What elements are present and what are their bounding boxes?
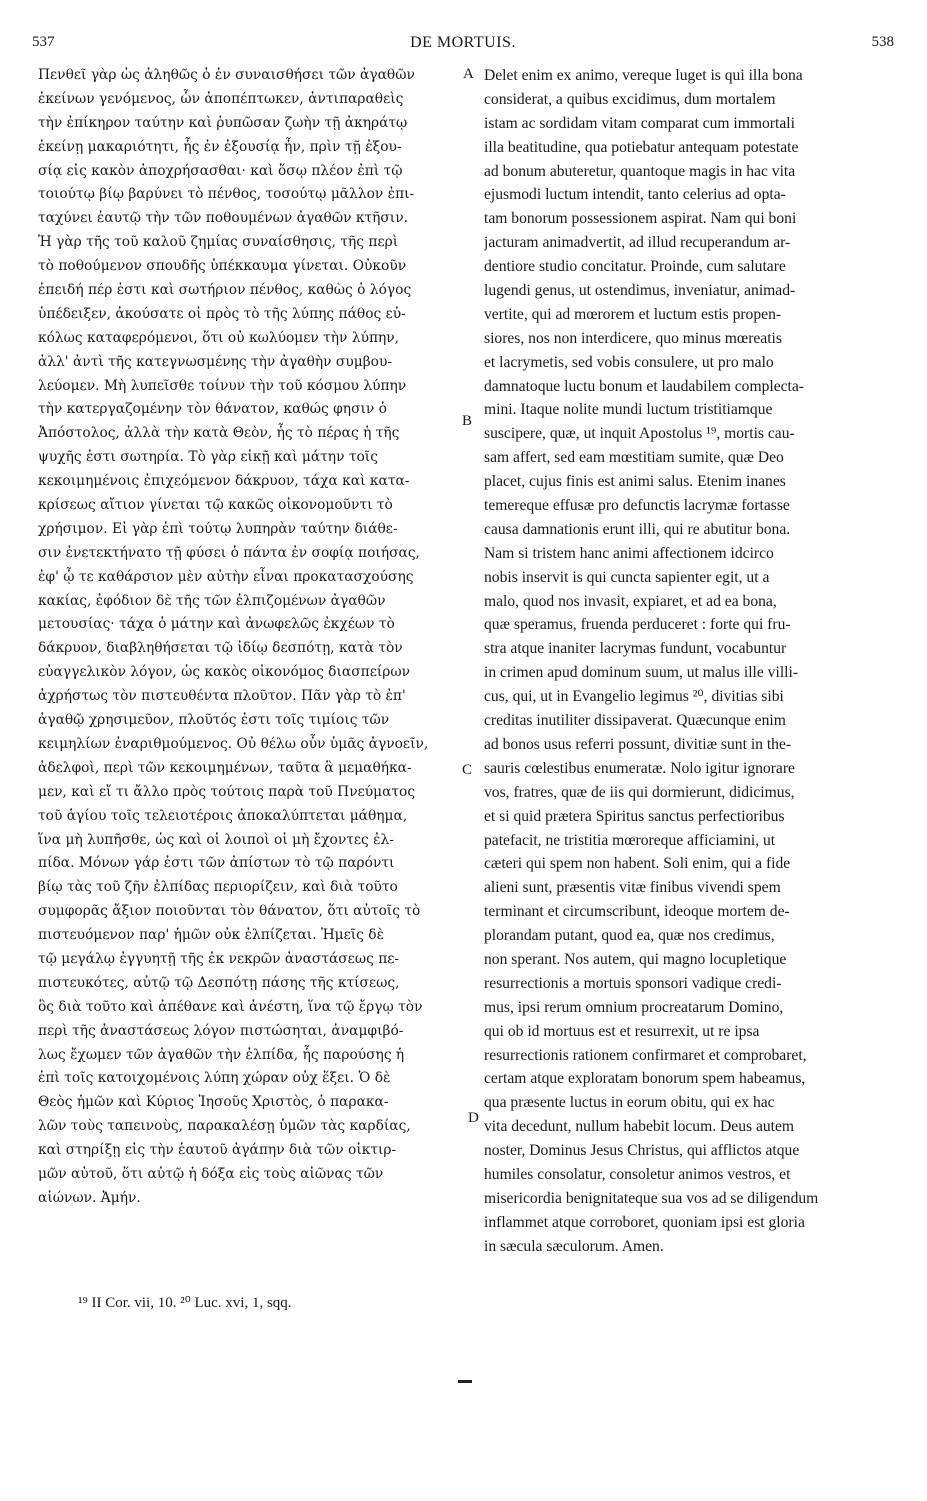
latin-text-line: suscipere, quæ, ut inquit Apostolus ¹⁹, mortis cau-	[484, 425, 795, 443]
greek-text-line: ἀχρήστως τὸν πιστευθέντα πλοῦτον. Πᾶν γὰρ τὸ ἐπ'	[38, 688, 406, 705]
latin-text-line: lugendi genus, ut ostendimus, inveniatur, animad-	[484, 282, 796, 300]
greek-text-line: αἰώνων. Ἀμήν.	[38, 1189, 141, 1206]
latin-text-line: quæ speramus, fruenda perduceret : forte qui fru-	[484, 616, 791, 634]
greek-text-line: ὃς διὰ τοῦτο καὶ ἀπέθανε καὶ ἀνέστη, ἵνα τῷ ἔργῳ τὸν	[38, 998, 423, 1015]
latin-text-line: terminant et circumscribunt, ideoque mortem de-	[484, 903, 790, 921]
page-header	[32, 34, 894, 58]
latin-text-line: mus, ipsi rerum omnium procreatarum Domino,	[484, 998, 784, 1016]
latin-text-line: causa damnationis erunt illi, qui re abutitur bona.	[484, 520, 791, 538]
greek-text-line: σιν ἐνετεκτήνατο τῇ φύσει ὁ πάντα ἐν σοφίᾳ ποιήσας,	[38, 544, 420, 561]
latin-text-line: damnatoque luctu bonum et laudabilem complecta-	[484, 377, 804, 395]
greek-text-line: τὴν κατεργαζομένην τὸν θάνατον, καθώς φησιν ὁ	[38, 401, 387, 418]
greek-text-line: πιστευόμενον παρ' ἡμῶν οὐκ ἐλπίζεται. Ἡμεῖς δὲ	[38, 927, 385, 944]
latin-text-line: stra atque inaniter lacrymas fundunt, vocabuntur	[484, 640, 787, 658]
latin-text-line: qua præsente luctus in eorum obitu, qui ex hac	[484, 1094, 775, 1112]
greek-text-line: μῶν αὐτοῦ, ὅτι αὐτῷ ἡ δόξα εἰς τοὺς αἰῶνας τῶν	[38, 1165, 384, 1182]
latin-text-line: temereque effusæ pro defunctis lacrymæ fortasse	[484, 497, 790, 515]
latin-column	[484, 64, 904, 1259]
section-marker-c: C	[462, 762, 473, 778]
latin-text-line: in sæcula sæculorum. Amen.	[484, 1237, 664, 1255]
greek-text-line: ὑπέδειξεν, ἀκούσατε οἱ πρὸς τὸ τῆς λύπης πάθος εὐ-	[38, 305, 406, 322]
section-marker-d: D	[468, 1110, 479, 1126]
page-number-left: 537	[32, 34, 55, 50]
latin-text-line: in crimen apud dominum suum, ut malus ille villi-	[484, 664, 799, 682]
latin-text-line: qui ob id mortuus est et resurrexit, ut re ipsa	[484, 1022, 760, 1040]
greek-text-line: ἀγαθῷ χρησιμεῦον, πλοῦτός ἐστι τοῖς τιμίοις τῶν	[38, 712, 390, 729]
latin-text-line: placet, cujus finis est animi salus. Etenim inanes	[484, 473, 786, 491]
latin-text-line: cæteri qui spem non habent. Soli enim, qui a fide	[484, 855, 791, 873]
latin-text-line: ad bonos usus referri possunt, divitiæ sunt in the-	[484, 735, 792, 753]
greek-text-line: μεν, καὶ εἴ τι ἄλλο πρὸς τούτοις παρὰ τοῦ Πνεύματος	[38, 783, 416, 800]
greek-text-line: εὐαγγελικὸν λόγον, ὡς κακὸς οἰκονόμος διασπείρων	[38, 664, 411, 681]
latin-text-line: non sperant. Nos autem, qui magno locupletique	[484, 950, 787, 968]
latin-text-line: tam bonorum possessionem aspirat. Nam qui boni	[484, 210, 797, 228]
greek-text-line: ἀλλ' ἀντὶ τῆς κατεγνωσμένης τὴν ἀγαθὴν συμβου-	[38, 353, 393, 370]
greek-text-line: Πενθεῖ γὰρ ὡς ἀληθῶς ὁ ἐν συναισθήσει τῶν ἀγαθῶν	[38, 67, 415, 83]
latin-text-line: Delet enim ex animo, vereque luget is qui illa bona	[484, 67, 803, 84]
greek-text-line: κρίσεως αἴτιον γίνεται τῷ κακῶς οἰκονομοῦντι τὸ	[38, 497, 393, 514]
greek-text-line: λως ἔχωμεν τῶν ἀγαθῶν τὴν ἐλπίδα, ἧς παρούσης ἡ	[38, 1046, 405, 1063]
latin-text-line: jacturam animadvertit, ad illud recuperandum ar-	[484, 234, 791, 252]
latin-text-line: illa beatitudine, qua potiebatur antequam potestate	[484, 138, 799, 156]
footnotes: ¹⁹ II Cor. vii, 10. ²⁰ Luc. xvi, 1, sqq.	[78, 1295, 292, 1311]
latin-text-line: vita decedunt, nullum habebit locum. Deus autem	[484, 1118, 795, 1136]
latin-text-line: patefacit, ne tristitia mœroreque afficiamini, ut	[484, 831, 776, 849]
latin-text-line: vos, fratres, quæ de iis qui dormierunt, didicimus,	[484, 783, 795, 801]
latin-text-line: nobis inservit is qui cuncta sapienter egit, ut a	[484, 568, 770, 586]
latin-text-line: sauris cœlestibus enumeratæ. Nolo igitur ignorare	[484, 759, 795, 777]
greek-text-line: μετουσίας· τάχα ὁ μάτην καὶ ἀνωφελῶς ἐκχέων τὸ	[38, 616, 395, 633]
greek-text-line: ἐκείνων γενόμενος, ὧν ἀποπέπτωκεν, ἀντιπαραθεὶς	[38, 90, 404, 107]
latin-text-line: creditas inutiliter dissipaverat. Quæcunque enim	[484, 712, 786, 730]
greek-text-line: ἀδελφοὶ, περὶ τῶν κεκοιμημένων, ταῦτα ἃ μεμαθήκα-	[38, 759, 412, 776]
greek-text-line: περὶ τῆς ἀναστάσεως λόγον πιστώσηται, ἀναμφιβό-	[38, 1022, 404, 1039]
latin-text-line: vertite, qui ad mœrorem et luctum estis propen-	[484, 305, 782, 323]
section-marker-b: B	[462, 413, 473, 429]
greek-text-line: ἐπειδή πέρ ἐστι καὶ σωτήριον πένθος, καθὼς ὁ λόγος	[38, 282, 412, 299]
latin-text-line: noster, Dominus Jesus Christus, qui afflictos atque	[484, 1142, 800, 1160]
latin-text-line: humiles consolatur, consoletur animos vestros, et	[484, 1165, 791, 1183]
latin-text-line: certam atque exploratam bonorum spem habeamus,	[484, 1070, 806, 1088]
latin-text-line: ejusmodi luctum intendit, tanto celerius ad opta-	[484, 186, 786, 204]
greek-text-line: τοιούτῳ βίῳ βαρύνει τὸ πένθος, τοσούτῳ μᾶλλον ἐπι-	[38, 186, 415, 203]
latin-text-line: et lacrymetis, sed vobis consulere, ut pro malo	[484, 353, 774, 371]
greek-text-line: κακίας, ἐφόδιον δὲ τῆς τῶν ἐλπιζομένων ἀγαθῶν	[38, 592, 386, 609]
page-number-right: 538	[871, 34, 894, 50]
greek-text-line: ἐκείνῃ μακαριότητι, ἧς ἐν ἐξουσίᾳ ἦν, πρὶν τῇ ἐξου-	[38, 138, 402, 155]
latin-text-line: siores, nos non interdicere, quo minus mœreatis	[484, 329, 782, 347]
greek-text-line: λῶν τοὺς ταπεινοὺς, παρακαλέσῃ ὑμῶν τὰς καρδίας,	[38, 1118, 411, 1135]
greek-text-line: καὶ στηρίξῃ εἰς τὴν ἑαυτοῦ ἀγάπην διὰ τῶν οἰκτιρ-	[38, 1142, 397, 1159]
greek-text-line: τὸ ποθούμενον σπουδῆς ὑπέκκαυμα γίνεται. Οὐκοῦν	[38, 258, 407, 275]
running-title: DE MORTUIS.	[410, 34, 516, 51]
latin-text-line: resurrectionis rationem confirmaret et comprobaret,	[484, 1046, 807, 1064]
greek-text-line: τὴν ἐπίκηρον ταύτην καὶ ῥυπῶσαν ζωὴν τῇ ἀκηράτῳ	[38, 114, 408, 131]
greek-text-line: σίᾳ εἰς κακὸν ἀποχρήσασθαι· καὶ ὅσῳ πλέον ἐπὶ τῷ	[38, 162, 403, 179]
greek-text-line: ταχύνει ἑαυτῷ τὴν τῶν ποθουμένων ἀγαθῶν κτῆσιν.	[38, 210, 408, 227]
greek-text-line: Ἀπόστολος, ἀλλὰ τὴν κατὰ Θεὸν, ἧς τὸ πέρας ἡ τῆς	[38, 425, 400, 442]
page-end-dash	[458, 1380, 472, 1383]
greek-text-line: ἐφ' ᾧ τε καθάρσιον μὲν αὐτὴν εἶναι προκατασχούσης	[38, 568, 414, 585]
latin-text-line: considerat, a quibus excidimus, dum mortalem	[484, 90, 776, 108]
greek-text-line: Ἡ γὰρ τῆς τοῦ καλοῦ ζημίας συναίσθησις, τῆς περὶ	[38, 234, 399, 251]
greek-text-line: πιστευκότες, αὐτῷ τῷ Δεσπότῃ πάσης τῆς κτίσεως,	[38, 974, 400, 991]
latin-text-line: resurrectionis a mortuis sponsori vadique credi-	[484, 974, 782, 992]
latin-text-line: cus, qui, ut in Evangelio legimus ²⁰, divitias sibi	[484, 688, 784, 706]
latin-text-line: alieni sunt, præsentis vitæ finibus vivendi spem	[484, 879, 781, 897]
greek-text-line: δάκρυον, διαβληθήσεται τῷ ἰδίῳ δεσπότῃ, κατὰ τὸν	[38, 640, 403, 657]
latin-text-line: et si quid prætera Spiritus sanctus perfectioribus	[484, 807, 785, 825]
latin-text-line: dentiore studio concitatur. Proinde, cum salutare	[484, 258, 786, 276]
latin-text-line: inflammet atque corroboret, quoniam ipsi est gloria	[484, 1213, 805, 1231]
latin-text-line: malo, quod nos invasit, expiaret, et ad ea bona,	[484, 592, 777, 610]
latin-text-line: plorandam putant, quod ea, quæ nos credimus,	[484, 927, 775, 945]
latin-text-line: ad bonum abuteretur, quantoque magis in hac vita	[484, 162, 796, 180]
greek-text-line: ψυχῆς ἐστι σωτηρία. Τὸ γὰρ εἰκῇ καὶ μάτην τοῖς	[38, 449, 378, 466]
greek-text-line: τῷ μεγάλῳ ἐγγυητῇ τῆς ἐκ νεκρῶν ἀναστάσεως πε-	[38, 950, 400, 967]
latin-text-line: mini. Itaque nolite mundi luctum tristitiamque	[484, 401, 773, 419]
latin-text-line: misericordia benignitateque sua vos ad se diligendum	[484, 1189, 819, 1207]
greek-text-line: πίδα. Μόνων γάρ ἐστι τῶν ἀπίστων τὸ τῷ παρόντι	[38, 855, 395, 872]
greek-text-line: χρήσιμον. Εἰ γὰρ ἐπὶ τούτῳ λυπηρὰν ταύτην διάθε-	[38, 520, 398, 537]
greek-text-line: συμφορᾶς ἄξιον ποιοῦνται τὸν θάνατον, ὅτι αὐτοῖς τὸ	[38, 903, 421, 920]
greek-text-line: ἵνα μὴ λυπῆσθε, ὡς καὶ οἱ λοιποὶ οἱ μὴ ἔχοντες ἐλ-	[38, 831, 394, 848]
greek-text-line: βίῳ τὰς τοῦ ζῆν ἐλπίδας περιορίζειν, καὶ διὰ τοῦτο	[38, 879, 398, 896]
greek-text-line: κόλως καταφερόμενοι, ὅτι οὐ κωλύομεν τὴν λύπην,	[38, 329, 400, 346]
greek-text-line: λεύομεν. Μὴ λυπεῖσθε τοίνυν τὴν τοῦ κόσμου λύπην	[38, 377, 407, 394]
greek-text-line: τοῦ ἁγίου τοῖς τελειοτέροις ἀποκαλύπτεται μάθημα,	[38, 807, 408, 824]
greek-column	[38, 64, 460, 1211]
greek-text-line: κεκοιμημένοις ἐπιχεόμενον δάκρυον, τάχα καὶ κατα-	[38, 473, 410, 490]
latin-text-line: sam affert, sed eam mœstitiam sumite, quæ Deo	[484, 449, 784, 467]
greek-text-line: Θεὸς ἡμῶν καὶ Κύριος Ἰησοῦς Χριστὸς, ὁ παρακα-	[38, 1094, 389, 1111]
latin-text-line: Nam si tristem hanc animi affectionem idcirco	[484, 544, 774, 562]
greek-text-line: ἐπὶ τοῖς κατοιχομένοις λύπη χώραν οὐχ ἕξει. Ὁ δὲ	[38, 1070, 391, 1087]
section-marker-a: A	[463, 66, 474, 82]
greek-text-line: κειμηλίων ἐναριθμούμενος. Οὐ θέλω οὖν ὑμᾶς ἀγνοεῖν,	[38, 735, 429, 752]
latin-text-line: istam ac sordidam vitam comparat cum immortali	[484, 114, 795, 132]
